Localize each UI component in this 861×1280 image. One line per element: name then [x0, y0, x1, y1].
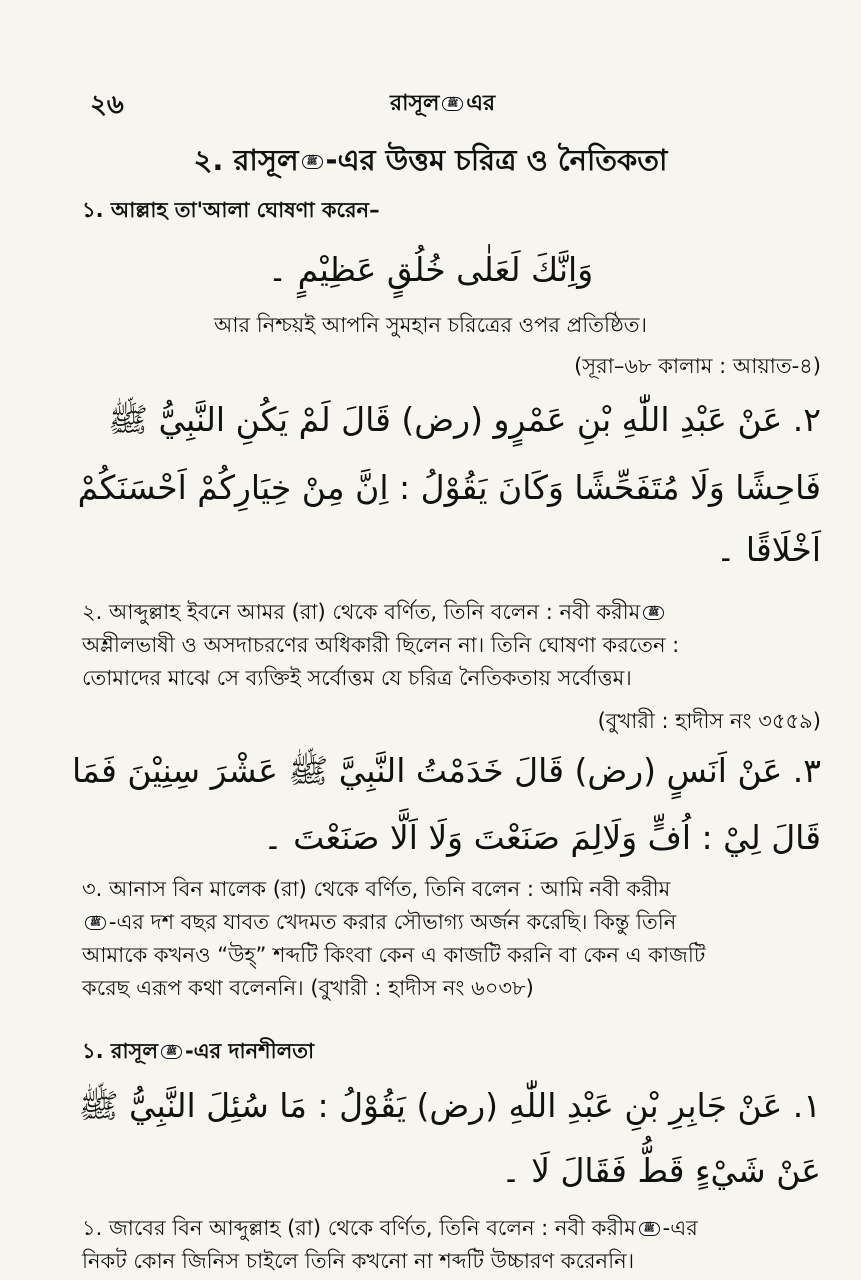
chapter-title-prefix: ২. রাসূল	[193, 143, 299, 177]
running-head-prefix: রাসূল	[390, 91, 440, 116]
hadith-2-translation-line-2: অশ্লীলভাষী ও অসদাচরণের অধিকারী ছিলেন না। তিনি ঘোষণা করতেন :	[82, 633, 680, 657]
hadith-4-translation	[82, 1212, 831, 1278]
chapter-title	[0, 138, 861, 187]
hadith-3-translation-line-2-text: -এর দশ বছর যাবত খেদমত করার সৌভাগ্য অর্জন করেছি। কিন্তু তিনি	[108, 910, 677, 934]
hadith-2-translation-line-3: তোমাদের মাঝে সে ব্যক্তিই সর্বোত্তম যে চরিত্র নৈতিকতায় সর্বোত্তম।	[82, 666, 632, 690]
running-head-suffix: এর	[466, 91, 496, 116]
salawat-seal-icon: ﷺ	[161, 1045, 182, 1059]
chapter-title-suffix: -এর উত্তম চরিত্র ও নৈতিকতা	[325, 143, 668, 177]
hadith-2-arabic-line-3: اَخْلَاقًا ۔	[716, 530, 821, 569]
hadith-3-translation	[82, 873, 831, 1005]
hadith-4-translation-line-1-prefix: ১. জাবের বিন আব্দুল্লাহ (রা) থেকে বর্ণিত, তিনি বলেন : নবী করীম	[82, 1216, 636, 1240]
quran-verse-translation: আর নিশ্চয়ই আপনি সুমহান চরিত্রের ওপর প্রতিষ্ঠিত।	[213, 313, 648, 337]
hadith-3-arabic-line-1: ٣. عَنْ اَنَسٍ (رض) قَالَ خَدَمْتُ النَّبِيَّ ﷺ عَشْرَ سِنِيْنَ فَمَا	[72, 751, 821, 790]
hadith-3-arabic-line-2: قَالَ لِيْ : اُفٍّ وَلَالِمَ صَنَعْتَ وَلَا اَلَّا صَنَعْتَ ۔	[263, 818, 821, 857]
quran-verse-reference: (সূরা–৬৮ কালাম : আয়াত-৪)	[574, 354, 821, 378]
quran-verse-arabic: وَاِنَّكَ لَعَلٰى خُلُقٍ عَظِيْمٍ ۔	[267, 250, 594, 289]
page-number: ২৬	[90, 90, 124, 120]
hadith-2-translation-line-1-text: ২. আব্দুল্লাহ ইবনে আমর (রা) থেকে বর্ণিত, তিনি বলেন : নবী করীম	[82, 600, 641, 624]
hadith-3-translation-line-2	[82, 906, 831, 939]
page-header	[90, 84, 801, 118]
hadith-2-arabic-line-2: فَاحِشًا وَلَا مُتَفَحِّشًا وَكَانَ يَقُوْلُ : اِنَّ مِنْ خِيَارِكُمْ اَحْسَنَكُمْ	[77, 468, 821, 507]
hadith-4-translation-line-2: নিকট কোন জিনিস চাইলে তিনি কখনো না শব্দটি উচ্চারণ করেননি।	[82, 1249, 635, 1273]
running-head	[390, 86, 495, 123]
subsection-title-prefix: ১. রাসূল	[82, 1039, 159, 1063]
salawat-seal-icon: ﷺ	[85, 916, 106, 930]
quran-intro: ১. আল্লাহ তা'আলা ঘোষণা করেন–	[82, 198, 380, 222]
hadith-2-reference: (বুখারী : হাদীস নং ৩৫৫৯)	[597, 709, 821, 733]
hadith-4-translation-line-1	[82, 1212, 831, 1245]
subsection-title-suffix: -এর দানশীলতা	[184, 1039, 315, 1063]
hadith-2-arabic-line-1: ٢. عَنْ عَبْدِ اللّٰهِ بْنِ عَمْرٍو (رض) قَالَ لَمْ يَكُنِ النَّبِيُّ ﷺ	[108, 400, 821, 439]
salawat-seal-icon: ﷺ	[639, 1222, 660, 1236]
hadith-4-arabic-line-1: ١. عَنْ جَابِرِ بْنِ عَبْدِ اللّٰهِ (رض) يَقُوْلُ : مَا سُئِلَ النَّبِيُّ ﷺ	[78, 1086, 821, 1125]
hadith-3-translation-line-1: ৩. আনাস বিন মালেক (রা) থেকে বর্ণিত, তিনি বলেন : আমি নবী করীম	[82, 877, 671, 901]
hadith-4-translation-line-1-suffix: -এর	[662, 1216, 698, 1240]
hadith-3-translation-line-3: আমাকে কখনও “উহ্” শব্দটি কিংবা কেন এ কাজটি করনি বা কেন এ কাজটি	[82, 943, 706, 967]
hadith-2-translation	[82, 596, 831, 695]
hadith-3-translation-line-4: করেছ এরূপ কথা বলেননি। (বুখারী : হাদীস নং ৬০৩৮)	[82, 976, 534, 1000]
salawat-seal-icon: ﷺ	[302, 155, 323, 169]
salawat-seal-icon: ﷺ	[643, 606, 664, 620]
salawat-seal-icon: ﷺ	[442, 97, 463, 111]
hadith-4-arabic-line-2: عَنْ شَيْءٍ قَطُّ فَقَالَ لَا ۔	[501, 1151, 821, 1190]
hadith-2-translation-line-1	[82, 596, 831, 629]
subsection-title	[82, 1036, 831, 1066]
